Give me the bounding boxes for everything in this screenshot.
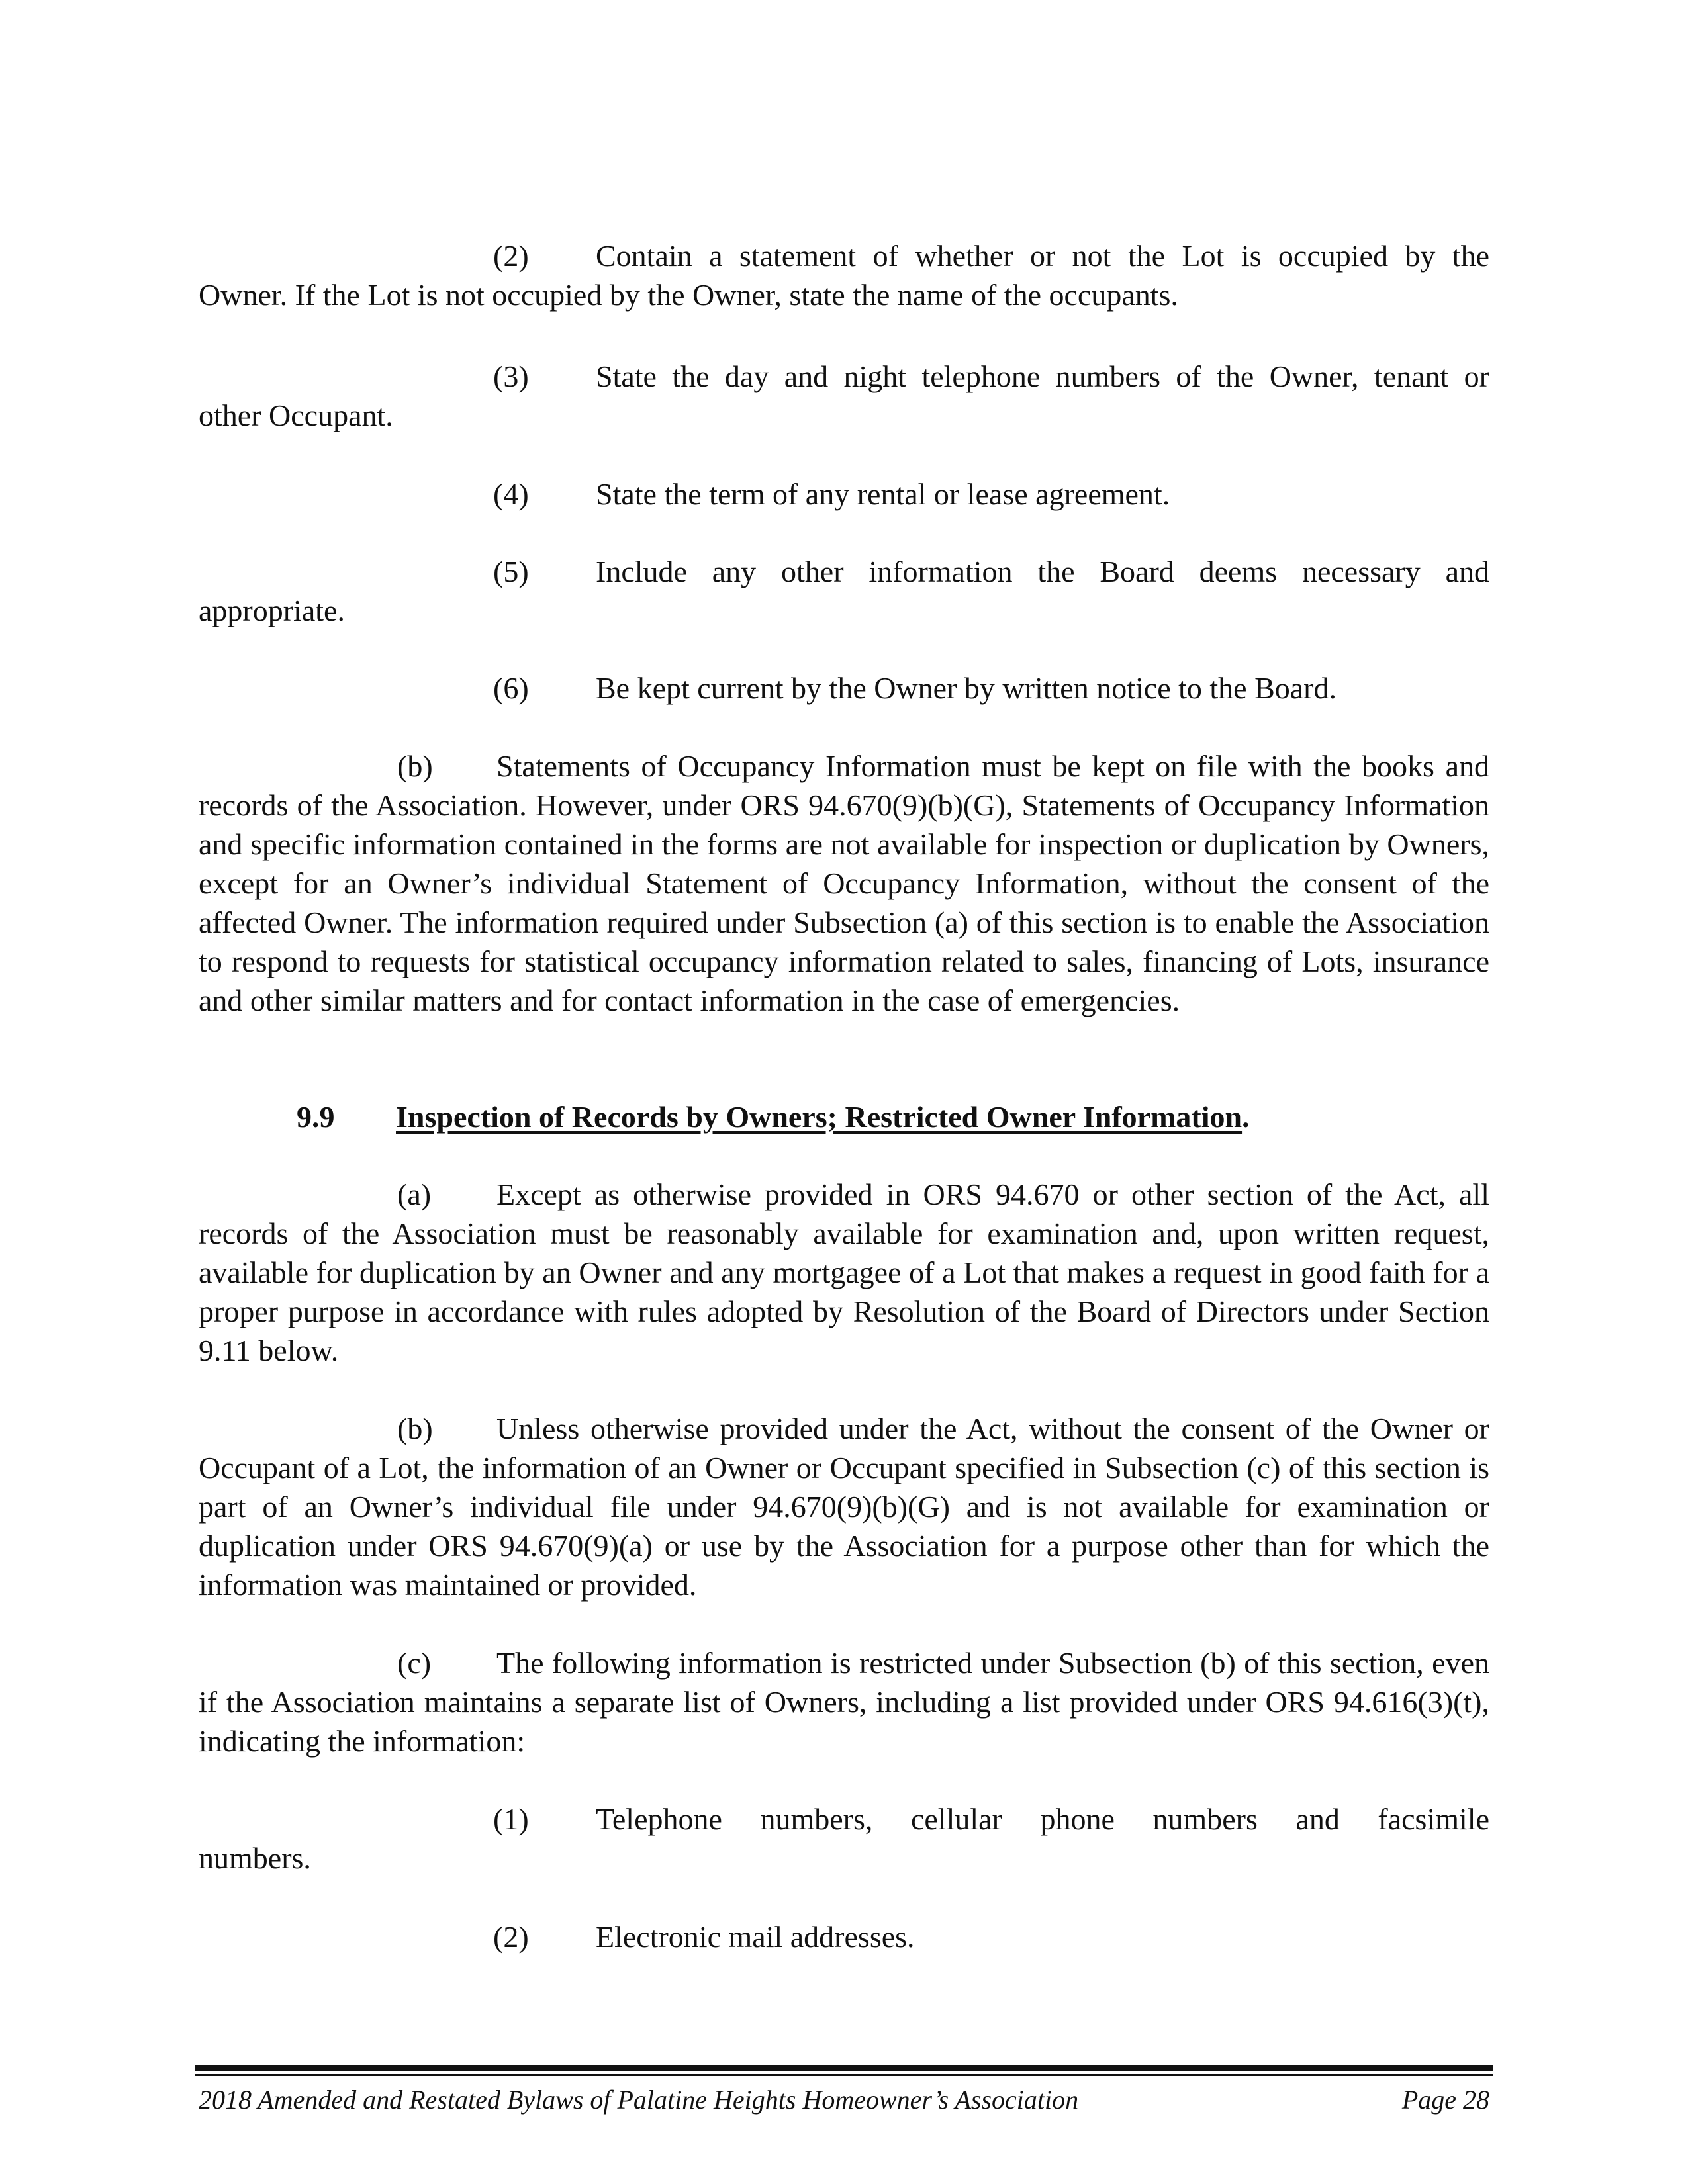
paragraph-label: (b) [397, 749, 433, 783]
section-title: Inspection of Records by Owners; Restricted Owner Information [396, 1100, 1243, 1134]
list-item-text: Telephone numbers, cellular phone numbers and facsimile [596, 1802, 1489, 1836]
list-item-number: (2) [493, 1920, 529, 1954]
paragraph-b-occupancy [199, 747, 1489, 1020]
list-item-number: (1) [493, 1802, 529, 1836]
section-number: 9.9 [297, 1100, 335, 1134]
list-item-text: Include any other information the Board deems necessary and [596, 555, 1489, 588]
list-item-number: (4) [493, 477, 529, 511]
paragraph-a [199, 1175, 1489, 1370]
list-item-text: State the day and night telephone numbers of the Owner, tenant or [596, 359, 1489, 393]
paragraph-c [199, 1643, 1489, 1760]
paragraph-text: Except as otherwise provided in ORS 94.670 or other section of the Act, all records of the Association must be reasonably available for examination and, upon written request, available for duplication by an Owner and any mortgagee of a Lot that makes a request in good faith for a proper purpose in accordance with rules adopted by Resolution of the Board of Directors under Section 9.11 below. [199, 1177, 1489, 1367]
section-heading [297, 1097, 1250, 1136]
footer-page-number: Page 28 [1401, 2085, 1489, 2115]
list-item-number: (5) [493, 555, 529, 588]
list-item-continuation: numbers. [199, 1841, 311, 1875]
footer-document-title: 2018 Amended and Restated Bylaws of Palatine Heights Homeowner’s Association [199, 2085, 1079, 2115]
paragraph-text: The following information is restricted under Subsection (b) of this section, even if the Association maintains a separate list of Owners, including a list provided under ORS 94.616(3)(t), indicating the information: [199, 1646, 1489, 1758]
footer-rule-thin [195, 2074, 1493, 2076]
list-item-number: (2) [493, 239, 529, 273]
list-item-continuation: appropriate. [199, 594, 345, 627]
paragraph-text: Unless otherwise provided under the Act, without the consent of the Owner or Occupant of a Lot, the information of an Owner or Occupant specified in Subsection (c) of this section is part of an Owner’s individual file under 94.670(9)(b)(G) and is not available for examination or duplication under ORS 94.670(9)(a) or use by the Association for a purpose other than for which the information was maintained or provided. [199, 1412, 1489, 1602]
list-item-number: (6) [493, 671, 529, 705]
list-item-text: Contain a statement of whether or not the Lot is occupied by the [596, 239, 1489, 273]
list-item-text: Be kept current by the Owner by written notice to the Board. [596, 671, 1337, 705]
list-item-text: State the term of any rental or lease agreement. [596, 477, 1170, 511]
paragraph-text: Statements of Occupancy Information must be kept on file with the books and records of the Association. However, under ORS 94.670(9)(b)(G), Statements of Occupancy Information and specific information contained in the forms are not available for inspection or duplication by Owners, except for an Owner’s individual Statement of Occupancy Information, without the consent of the affected Owner. The information required under Subsection (a) of this section is to enable the Association to respond to requests for statistical occupancy information related to sales, financing of Lots, insurance and other similar matters and for contact information in the case of emergencies. [199, 749, 1489, 1017]
list-item-continuation: other Occupant. [199, 398, 393, 432]
paragraph-label: (c) [397, 1646, 432, 1680]
list-item-number: (3) [493, 359, 529, 393]
list-item-text: Electronic mail addresses. [596, 1920, 915, 1954]
paragraph-label: (a) [397, 1177, 432, 1211]
paragraph-label: (b) [397, 1412, 433, 1445]
list-item-continuation: Owner. If the Lot is not occupied by the Owner, state the name of the occupants. [199, 278, 1178, 312]
footer-rule-thick [195, 2065, 1493, 2071]
paragraph-b [199, 1409, 1489, 1604]
section-title-period: . [1242, 1100, 1250, 1134]
